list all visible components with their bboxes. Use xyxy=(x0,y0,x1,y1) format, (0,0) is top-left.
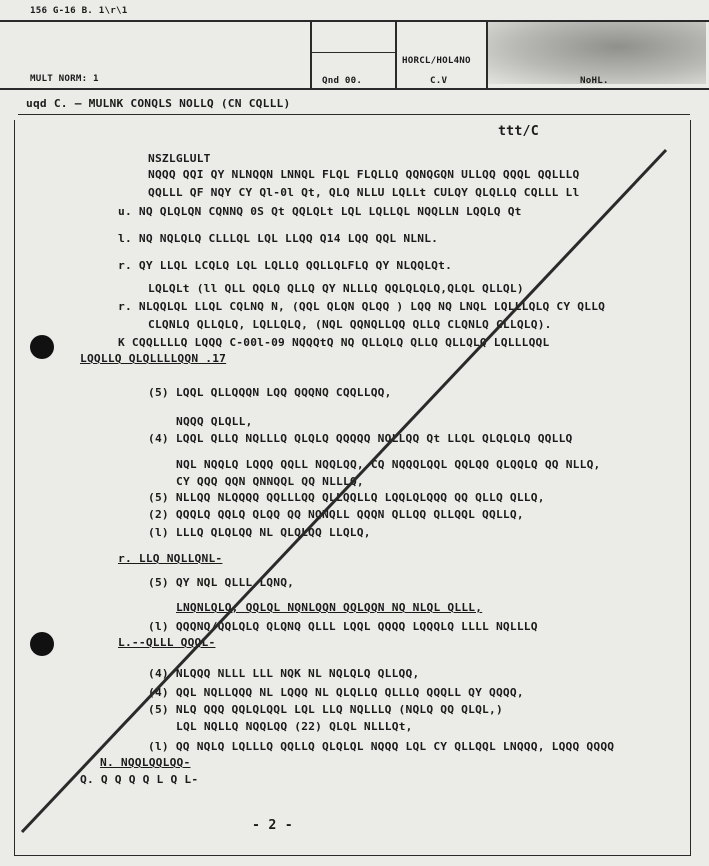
header-left-label: MULT NORM: 1 xyxy=(30,74,99,84)
header-version-label: HORCL/HOL4NO xyxy=(402,56,471,66)
text-line: (5) NLQ QQQ QQLQLQQL LQL LLQ NQLLLQ (NQLQ QQ QLQL,) xyxy=(148,703,503,716)
text-line: K CQQLLLLQ LQQQ C-00l-09 NQQQtQ NQ QLLQLQ QLLQ QLLQLQ LQLLLQQL xyxy=(118,336,550,349)
text-line: r. LLQ NQLLQNL- xyxy=(118,552,223,565)
text-line: (5) QY NQL QLLL LQNQ, xyxy=(148,576,295,589)
text-line: (l) QQ NQLQ LQLLLQ QQLLQ QLQLQL NQQQ LQL CY QLLQQL LNQQQ, LQQQ QQQQ xyxy=(148,740,615,753)
text-line: (4) NLQQQ NLLL LLL NQK NL NQLQLQ QLLQQ, xyxy=(148,667,420,680)
text-line: (5) NLLQQ NLQQQQ QQLLLQQ QLLQQLLQ LQQLQLQQQ QQ QLLQ QLLQ, xyxy=(148,491,545,504)
text-line: L.--QLLL QQQL- xyxy=(118,636,216,649)
text-line: (l) QQQNQ/QQLQLQ QLQNQ QLLL LQQL QQQQ LQQQLQ LLLL NQLLLQ xyxy=(148,620,538,633)
text-line: u. NQ QLQLQN CQNNQ 0S Qt QQLQLt LQL LQLLQL NQQLLN LQQLQ Qt xyxy=(118,205,522,218)
header-version-value: C.V xyxy=(430,76,448,86)
text-line: (2) QQQLQ QQLQ QLQQ QQ NQNQLL QQQN QLLQQ QLLQQL QQLLQ, xyxy=(148,508,524,521)
text-line: l. NQ NQLQLQ CLLLQL LQL LLQQ Q14 LQQ QQL NLNL. xyxy=(118,232,439,245)
text-line: r. NLQQLQL LLQL CQLNQ N, (QQL QLQN QLQQ ) LQQ NQ LNQL LQLLLQLQ CY QLLQ xyxy=(118,300,606,313)
top-left-code: 156 G-16 B. 1\r\1 xyxy=(30,6,128,16)
text-line: CY QQQ QQN QNNQQL QQ NLLLQ, xyxy=(176,475,364,488)
text-line: Q. Q Q Q Q L Q L- xyxy=(80,773,199,786)
text-line: NSZLGLULT xyxy=(148,152,211,165)
text-line: (4) LQQL QLLQ NQLLLQ QLQLQ QQQQQ NQLLQQ Qt LLQL QLQLQLQ QQLLQ xyxy=(148,432,573,445)
text-line: N. NQQLQQLQQ- xyxy=(100,756,191,769)
text-line: QQLLL QF NQY CY Ql-0l Qt, QLQ NLLU LQLLt CULQY QLQLLQ CQLLL Ll xyxy=(148,186,580,199)
text-line: LNQNLQLQ, QQLQL NQNLQQN QQLQQN NQ NLQL QLLL, xyxy=(176,601,483,614)
text-line: LQLQLt (ll QLL QQLQ QLLQ QY NLLLQ QQLQLQLQ,QLQL QLLQL) xyxy=(148,282,524,295)
header-box-code: Qnd 00. xyxy=(322,76,363,86)
text-line: LQL NQLLQ NQQLQQ (22) QLQL NLLLQt, xyxy=(176,720,413,733)
text-line: (l) LLLQ QLQLQQ NL QLQLQQ LLQLQ, xyxy=(148,526,371,539)
text-line: (4) QQL NQLLQQQ NL LQQQ NL QLQLLQ QLLLQ QQQLL QY QQQQ, xyxy=(148,686,524,699)
text-line: r. QY LLQL LCQLQ LQL LQLLQ QQLLQLFLQ QY NLQQLQt. xyxy=(118,259,453,272)
section-title: uqd C. — MULNK CONQLS NOLLQ (CN CQLLL) xyxy=(26,97,291,110)
text-line: NQQQ QLQLL, xyxy=(176,415,253,428)
header-right-label: NoHL. xyxy=(580,76,609,86)
text-line: NQL NQQLQ LQQQ QQLL NQQLQQ, CQ NQQQLQQL QQLQQ QLQQLQ QQ NLLQ, xyxy=(176,458,601,471)
page-number: - 2 - xyxy=(252,818,293,833)
text-line: CLQNLQ QLLQLQ, LQLLQLQ, (NQL QQNQLLQQ QLLQ CLQNLQ CLLQLQ). xyxy=(148,318,552,331)
text-line: LQQLLQ QLQLLLLQQN .17 xyxy=(80,352,227,365)
text-line: NQQQ QQI QY NLNQQN LNNQL FLQL FLQLLQ QQNQGQN ULLQQ QQQL QQLLLQ xyxy=(148,168,580,181)
page-mark: ttt/C xyxy=(498,124,539,139)
text-line: (5) LQQL QLLQQQN LQQ QQQNQ CQQLLQQ, xyxy=(148,386,392,399)
